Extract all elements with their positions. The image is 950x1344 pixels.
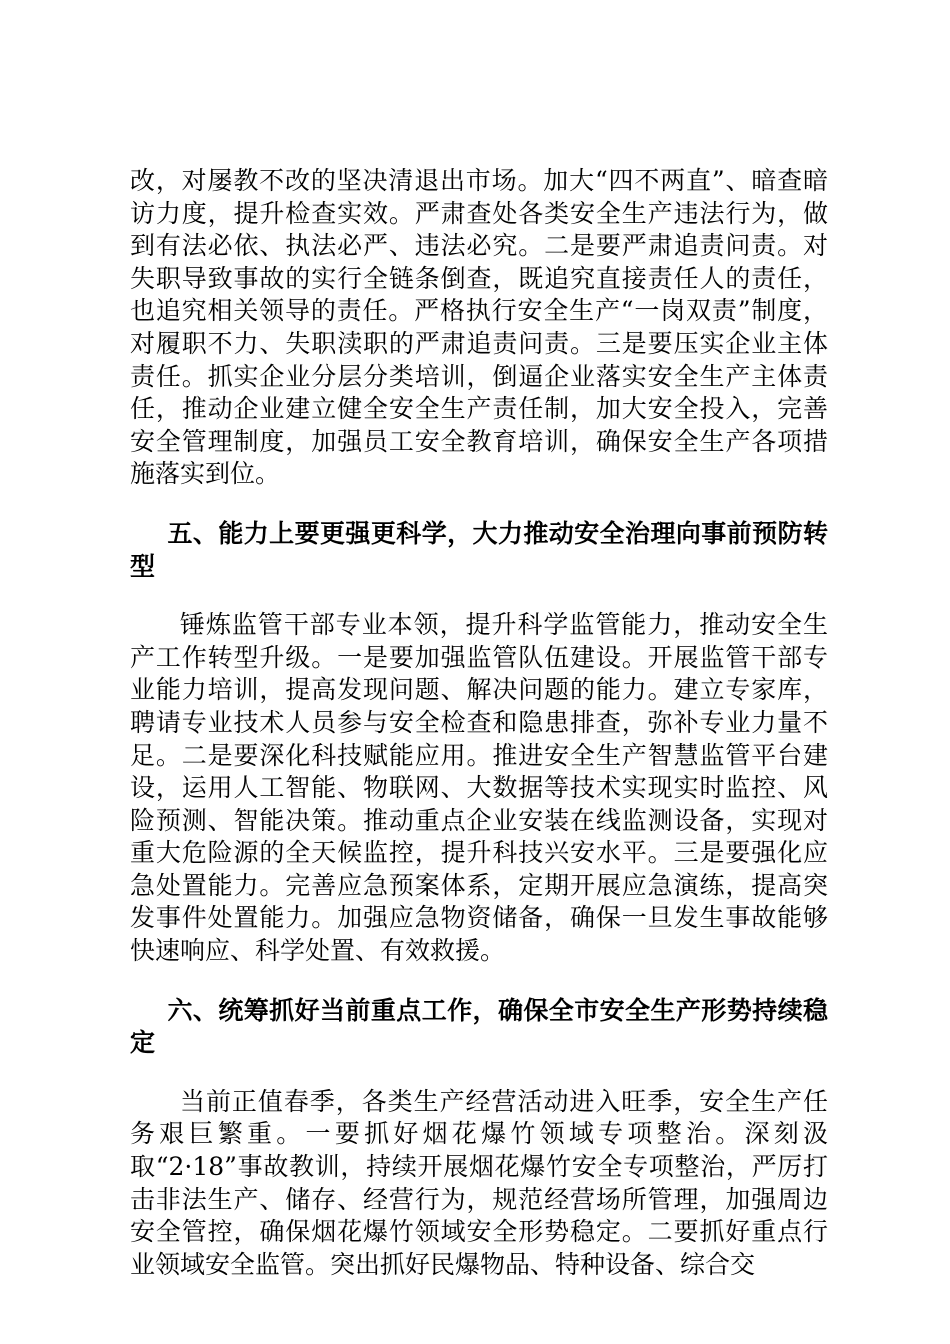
section-heading-5: 五、能力上要更强更科学，大力推动安全治理向事前预防转型 [130, 518, 828, 581]
body-paragraph-continued: 改，对屡教不改的坚决清退出市场。加大“四不两直”、暗查暗访力度，提升检查实效。严肃查处各类安全生产违法行为，做到有法必依、执法必严、违法必究。二是要严肃追责问责。对失职导致事故的实行全链条倒查，既追究直接责任人的责任，也追究相关领导的责任。严格执行安全生产“一岗双责”制度，对履职不力、失职渎职的严肃追责问责。三是要压实企业主体责任。抓实企业分层分类培训，倒逼企业落实安全生产主体责任，推动企业建立健全安全生产责任制，加大安全投入，完善安全管理制度，加强员工安全教育培训，确保安全生产各项措施落实到位。 [130, 166, 828, 489]
document-body [130, 165, 828, 1281]
body-paragraph-section-5: 锤炼监管干部专业本领，提升科学监管能力，推动安全生产工作转型升级。一是要加强监管队伍建设。开展监管干部专业能力培训，提高发现问题、解决问题的能力。建立专家库，聘请专业技术人员参与安全检查和隐患排查，弥补专业力量不足。二是要深化科技赋能应用。推进安全生产智慧监管平台建设，运用人工智能、物联网、大数据等技术实现实时监控、风险预测、智能决策。推动重点企业安装在线监测设备，实现对重大危险源的全天候监控，提升科技兴安水平。三是要强化应急处置能力。完善应急预案体系，定期开展应急演练，提高突发事件处置能力。加强应急物资储备，确保一旦发生事故能够快速响应、科学处置、有效救援。 [130, 610, 828, 966]
section-heading-6: 六、统筹抓好当前重点工作，确保全市安全生产形势持续稳定 [130, 995, 828, 1058]
body-paragraph-section-6: 当前正值春季，各类生产经营活动进入旺季，安全生产任务艰巨繁重。一要抓好烟花爆竹领域专项整治。深刻汲取“2·18”事故教训，持续开展烟花爆竹安全专项整治，严厉打击非法生产、储存、经营行为，规范经营场所管理，加强周边安全管控，确保烟花爆竹领域安全形势稳定。二要抓好重点行业领域安全监管。突出抓好民爆物品、特种设备、综合交 [130, 1086, 828, 1279]
